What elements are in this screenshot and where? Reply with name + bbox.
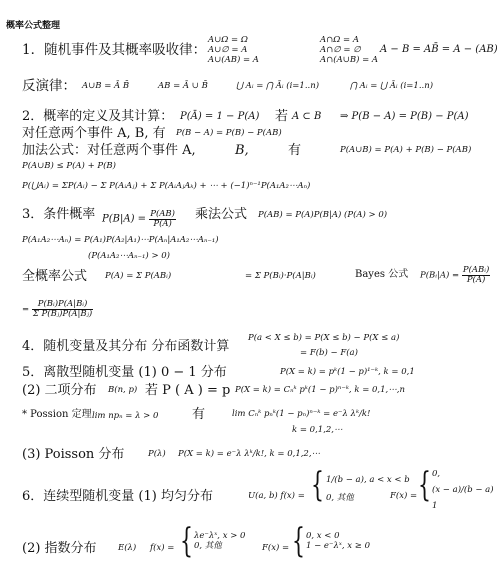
exponential-pdf-case-1: λe⁻λˣ, x > 0 (194, 531, 246, 541)
complement-formula: P(Ā) = 1 − P(A) (180, 111, 260, 122)
uniform-pdf-brace: { (311, 465, 324, 505)
poisson-theorem-k: k = 0,1,2,⋯ (292, 425, 343, 435)
have-text: 有 (288, 143, 302, 158)
cdf-interval-result: = F(b) − F(a) (300, 348, 358, 358)
absorption-union (208, 36, 259, 65)
exponential-cdf-lhs: F(x) = (262, 543, 290, 553)
chain-rule: P(A₁A₂⋯Aₙ) = P(A₁)P(A₂|A₁)⋯P(Aₙ|A₁A₂⋯Aₙ₋₁) (22, 235, 219, 245)
bayes-formula (420, 266, 490, 284)
if-text: 若 (275, 109, 289, 124)
subset-condition: A ⊂ B (292, 111, 322, 122)
page-title: 概率公式整理 (6, 21, 61, 31)
demorgan-formula-3: ⋃ Aᵢ = ⋂ Āᵢ (i=1..n) (236, 81, 320, 91)
union-bound: P(A∪B) ≤ P(A) + P(B) (22, 161, 116, 171)
section-4-label: 4．随机变量及其分布 分布函数计算 (22, 339, 230, 354)
multiplication-label: 乘法公式 (195, 207, 248, 222)
bernoulli-formula: P(X = k) = pᵏ(1 − p)¹⁻ᵏ, k = 0,1 (280, 367, 415, 377)
any-two-events-text: 对任意两个事件 A, B, 有 (22, 126, 166, 141)
total-probability-formula: P(A) = Σ P(ABᵢ) (105, 271, 172, 281)
conditional-prob (102, 210, 176, 228)
exponential-cdf-brace: { (292, 521, 305, 561)
absorption-intersection-3: A∩(A∪B) = A (320, 54, 379, 65)
total-probability-formula-2: = Σ P(Bᵢ)·P(A|Bᵢ) (245, 271, 316, 281)
binomial-formula: P(X = k) = Cₙᵏ pᵏ(1 − p)ⁿ⁻ᵏ, k = 0,1,⋯,n (235, 385, 405, 395)
bayes-expanded-den: Σ P(Bⱼ)P(A|Bⱼ) (32, 308, 93, 319)
uniform-cdf-lhs: F(x) = (390, 491, 418, 501)
absorption-union-2: A∪∅ = A (208, 44, 248, 55)
difference-probability: P(B − A) = P(B) − P(AB) (176, 128, 282, 138)
poisson-notation: P(λ) (148, 449, 166, 459)
exponential-pdf-lhs: f(x) = (150, 543, 175, 553)
bayes-label: Bayes 公式 (355, 269, 409, 280)
uniform-cdf-case-2: (x − a)/(b − a) (432, 484, 494, 495)
absorption-union-1: A∪Ω = Ω (208, 35, 248, 45)
poisson-theorem-condition: lim npₙ = λ > 0 (92, 411, 159, 421)
addition-formula-text: 加法公式：对任意两个事件 A, (22, 143, 196, 158)
inclusion-exclusion: P(⋃Aᵢ) = ΣP(Aᵢ) − Σ P(AᵢAⱼ) + Σ P(AᵢAⱼAₖ) + ⋯ + (−1)ⁿ⁻¹P(A₁A₂⋯Aₙ) (22, 181, 311, 191)
uniform-cdf-brace: { (418, 465, 431, 505)
total-probability-label: 全概率公式 (22, 269, 88, 284)
absorption-intersection-2: A∩∅ = ∅ (320, 44, 361, 55)
absorption-intersection (320, 36, 378, 65)
demorgan-formula-1: A∪B = Ā B̄ (82, 81, 130, 91)
bayes-fraction (462, 266, 490, 284)
uniform-cdf-case-1: 0, (432, 469, 441, 479)
conditional-prob-den: P(A) (153, 218, 172, 229)
demorgan-label: 反演律： (22, 78, 76, 94)
exponential-pdf-brace: { (180, 521, 193, 561)
bayes-den: P(A) (466, 274, 486, 285)
uniform-pdf-case-1: 1/(b − a), a < x < b (326, 475, 410, 485)
uniform-cdf-cases (432, 470, 494, 511)
chain-rule-condition: (P(A₁A₂⋯Aₙ₋₁) > 0) (88, 251, 170, 261)
exponential-pdf-cases (194, 532, 245, 552)
exponential-pdf-case-2: 0, 其他 (194, 540, 222, 551)
addition-formula: P(A∪B) = P(A) + P(B) − P(AB) (340, 145, 472, 155)
multiplication-formula: P(AB) = P(A)P(B|A) (P(A) > 0) (258, 210, 388, 220)
exponential-cdf-case-1: 0, x < 0 (306, 531, 340, 541)
section-1-label: 1．随机事件及其概率吸收律： (22, 42, 207, 58)
absorption-intersection-1: A∩Ω = A (320, 35, 359, 45)
binomial-notation: B(n, p) (108, 385, 138, 395)
bayes-num: P(ABᵢ) (462, 265, 490, 275)
event-b: B, (235, 143, 249, 158)
poisson-distribution-label: (3) Poisson 分布 (22, 447, 125, 462)
uniform-cdf-case-3: 1 (432, 500, 438, 511)
poisson-theorem-have: 有 (192, 407, 206, 422)
section-6-label: 6．连续型随机变量 (1) 均匀分布 (22, 489, 213, 504)
exponential-cdf-case-2: 1 − e⁻λˣ, x ≥ 0 (306, 540, 370, 551)
difference-formula: A − B = AB̄ = A − (AB) (380, 44, 498, 55)
section-2-label: 2．概率的定义及其计算： (22, 109, 174, 124)
demorgan-formula-2: AB = Ā ∪ B̄ (158, 81, 208, 91)
exponential-cdf-cases (306, 532, 370, 552)
poisson-theorem-limit: lim Cₙᵏ pₙᵏ(1 − pₙ)ⁿ⁻ᵏ = e⁻λ λᵏ/k! (232, 409, 371, 419)
bayes-expanded-fraction (32, 300, 93, 318)
binomial-label: (2) 二项分布 (22, 383, 97, 398)
section-5-label: 5．离散型随机变量 (1) 0 − 1 分布 (22, 365, 227, 380)
conditional-prob-fraction (149, 210, 176, 228)
conditional-prob-num: P(AB) (150, 209, 175, 219)
uniform-notation: U(a, b) f(x) = (248, 491, 305, 501)
exponential-label: (2) 指数分布 (22, 541, 97, 556)
poisson-pmf: P(X = k) = e⁻λ λᵏ/k!, k = 0,1,2,⋯ (178, 449, 321, 459)
exponential-notation: E(λ) (118, 543, 137, 553)
binomial-condition: 若 P ( A ) = p (145, 383, 231, 398)
bayes-expanded-num: P(Bᵢ)P(A|Bᵢ) (32, 300, 93, 310)
section-3-label: 3．条件概率 (22, 207, 96, 222)
uniform-notation-text: U(a, b) (248, 491, 278, 501)
poisson-theorem-label: * Possion 定理 (22, 409, 92, 420)
uniform-pdf-case-2: 0, 其他 (326, 492, 354, 503)
cdf-interval-formula: P(a < X ≤ b) = P(X ≤ b) − P(X ≤ a) (248, 333, 400, 343)
bayes-expanded: = $\frac{\text{P(Bᵢ)P(A|Bᵢ)}}{\text{Σ P(Bⱼ)P(A|Bⱼ)}}$ (22, 299, 93, 319)
bayes-lhs: P(Bᵢ|A) = (420, 270, 460, 281)
demorgan-formula-4: ⋂ Aᵢ = ⋃ Āᵢ (i=1..n) (350, 81, 434, 91)
absorption-union-3: A∪(AB) = A (208, 54, 259, 65)
conditional-prob-lhs: P(B|A) = (102, 213, 147, 225)
subset-implication: ⇒ P(B − A) = P(B) − P(A) (340, 111, 469, 122)
